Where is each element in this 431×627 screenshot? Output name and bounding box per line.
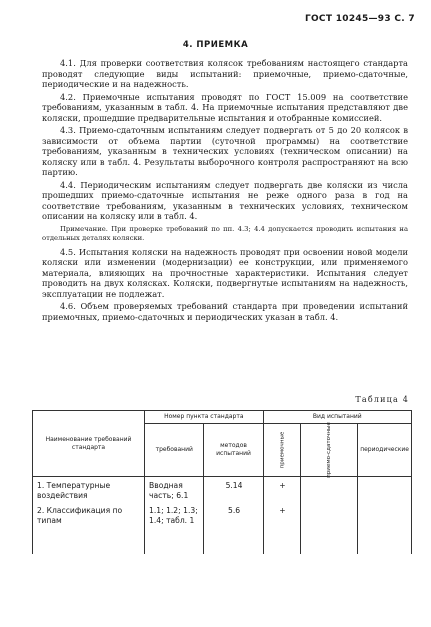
paragraph-4-6: 4.6. Объем проверяемых требований стандарта при проведении испытаний приемочных, приемо-сдаточных и периодических указан в табл. 4. bbox=[42, 301, 408, 322]
row-2-name: 2. Классификация по типам bbox=[33, 502, 145, 554]
table-row bbox=[33, 502, 412, 554]
header-requirements: требований bbox=[145, 424, 204, 477]
note: Примечание. При проверке требований по пп. 4.3; 4.4 допускается проводить испытания на отдельных деталях коляски. bbox=[42, 224, 408, 242]
row-1-req: Вводная часть; 6.1 bbox=[145, 477, 204, 503]
paragraph-4-4: 4.4. Периодическим испытаниям следует подвергать две коляски из числа прошедших приемо-сдаточные испытания не реже одного раза в год на соответствие требованиям, указанным в технических условиях, техническом описании на коляску или в табл. 4. bbox=[42, 179, 408, 221]
header-acceptance-label: приемочные bbox=[278, 431, 285, 469]
header-test-kind: Вид испытаний bbox=[263, 411, 411, 424]
paragraph-4-3: 4.3. Приемо-сдаточным испытаниям следует подвергать от 5 до 20 колясок в зависимости от объема партии (суточной программы) на соответствие требованиям, указанным в технических условиях (техническом описании) на коляску или в табл. 4. Результаты выборочного контроля распространяют на всю партию. bbox=[42, 125, 408, 177]
row-1-method: 5.14 bbox=[204, 477, 263, 503]
row-2-acceptdel bbox=[301, 502, 358, 554]
section-title: 4. ПРИЕМКА bbox=[182, 40, 249, 50]
table-caption: Таблица 4 bbox=[355, 395, 409, 404]
header-acceptance-delivery-label: приемо-сдаточные bbox=[326, 422, 333, 478]
paragraph-4-1: 4.1. Для проверки соответствия колясок требованиям настоящего стандарта проводят следующие виды испытаний: приемочные, приемо-сдаточные, периодические и на надежность. bbox=[42, 58, 408, 89]
row-2-accept: + bbox=[263, 502, 301, 554]
header-point-number: Номер пункта стандарта bbox=[145, 411, 264, 424]
header-periodic: периодические bbox=[358, 424, 412, 477]
table-row bbox=[33, 477, 412, 503]
header-acceptance bbox=[263, 424, 301, 477]
row-2-method: 5.6 bbox=[204, 502, 263, 554]
page-header: ГОСТ 10245—93 С. 7 bbox=[304, 14, 415, 24]
row-2-period bbox=[358, 502, 412, 554]
row-1-accept: + bbox=[263, 477, 301, 503]
body-text bbox=[42, 58, 408, 324]
header-acceptance-delivery bbox=[301, 424, 358, 477]
table-4 bbox=[32, 410, 412, 554]
row-1-period bbox=[358, 477, 412, 503]
paragraph-4-5: 4.5. Испытания коляски на надежность проводят при освоении новой модели коляски или изменении (модернизации) ее конструкции, или применяемого материала, влияющих на прочностные характеристики. Испытания следует проводить на двух колясках. Коляски, подвергнутые испытаниям на надежность, эксплуатации не подлежат. bbox=[42, 246, 408, 299]
paragraph-4-2: 4.2. Приемочные испытания проводят по ГОСТ 15.009 на соответствие требованиям, указанным в табл. 4. На приемочные испытания представляют две коляски, прошедшие предварительные испытания и отобранные комиссией. bbox=[42, 91, 408, 123]
row-1-acceptdel bbox=[301, 477, 358, 503]
row-1-name: 1. Температурные воздействия bbox=[33, 477, 145, 503]
header-requirement-name: Наименование требований стандарта bbox=[33, 411, 145, 477]
header-methods: методов испытаний bbox=[204, 424, 263, 477]
row-2-req: 1.1; 1.2; 1.3; 1.4; табл. 1 bbox=[145, 502, 204, 554]
